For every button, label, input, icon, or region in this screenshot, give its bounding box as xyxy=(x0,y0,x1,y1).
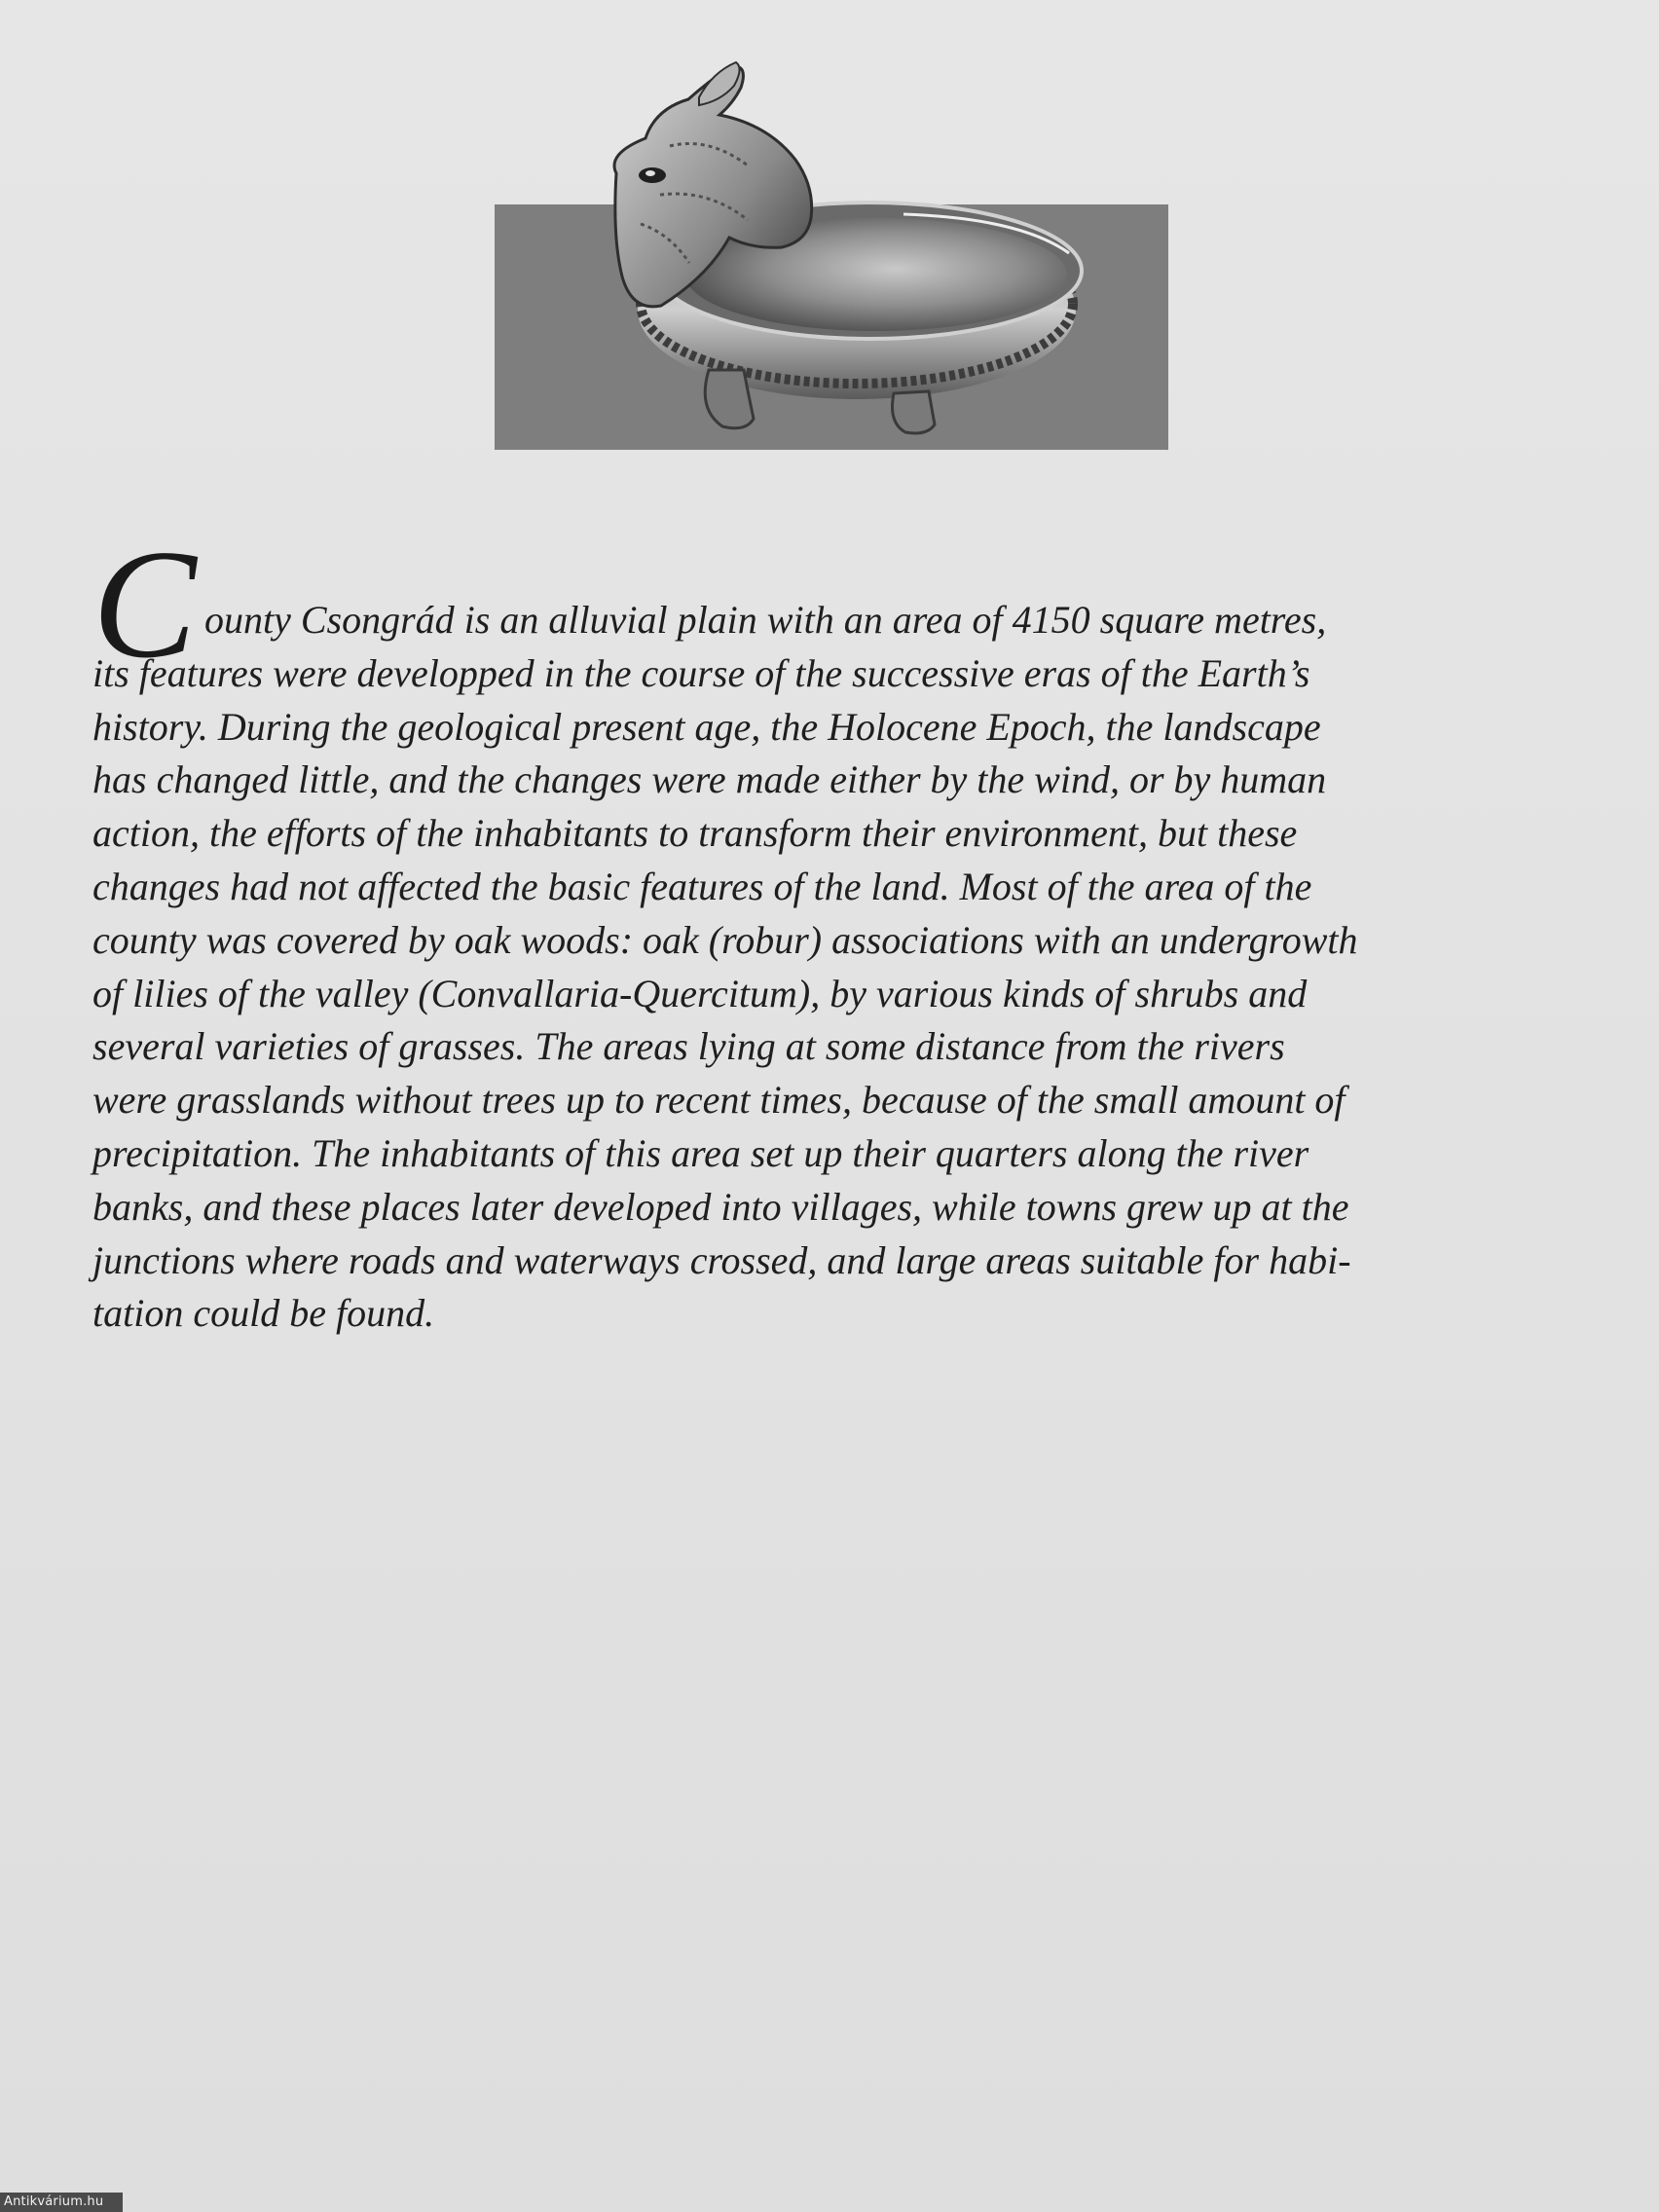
article-body xyxy=(92,517,1582,1341)
bowl-photo xyxy=(495,58,1168,450)
text-line: tation could be found. xyxy=(92,1291,435,1336)
text-line: changes had not affected the basic features of the land. Most of the area of the xyxy=(92,864,1312,908)
text-line: county was covered by oak woods: oak (robur) associations with an undergrowth xyxy=(92,917,1358,962)
text-line: its features were developped in the course of the successive eras of the Earth’s xyxy=(92,650,1310,695)
text-line: has changed little, and the changes were made either by the wind, or by human xyxy=(92,757,1327,802)
text-line: several varieties of grasses. The areas lying at some distance from the rivers xyxy=(92,1024,1285,1069)
text-line: were grasslands without trees up to recent times, because of the small amount of xyxy=(92,1078,1346,1123)
text-line: action, the efforts of the inhabitants to transform their environment, but these xyxy=(92,811,1298,856)
text-line: junctions where roads and waterways crossed, and large areas suitable for habi- xyxy=(92,1237,1351,1282)
drop-cap: C xyxy=(92,517,197,690)
text-line: of lilies of the valley (Convallaria-Quercitum), by various kinds of shrubs and xyxy=(92,971,1308,1015)
text-line: precipitation. The inhabitants of this area set up their quarters along the river xyxy=(92,1130,1309,1175)
text-line: ounty Csongrád is an alluvial plain with an area of 4150 square metres, xyxy=(204,598,1327,642)
text-line: banks, and these places later developed into villages, while towns grew up at the xyxy=(92,1184,1349,1229)
text-line: history. During the geological present age, the Holocene Epoch, the landscape xyxy=(92,704,1321,749)
watermark-label: Antikvárium.hu xyxy=(0,2193,123,2212)
bowl-foot-right xyxy=(893,391,936,433)
bowl-illustration xyxy=(495,58,1168,450)
